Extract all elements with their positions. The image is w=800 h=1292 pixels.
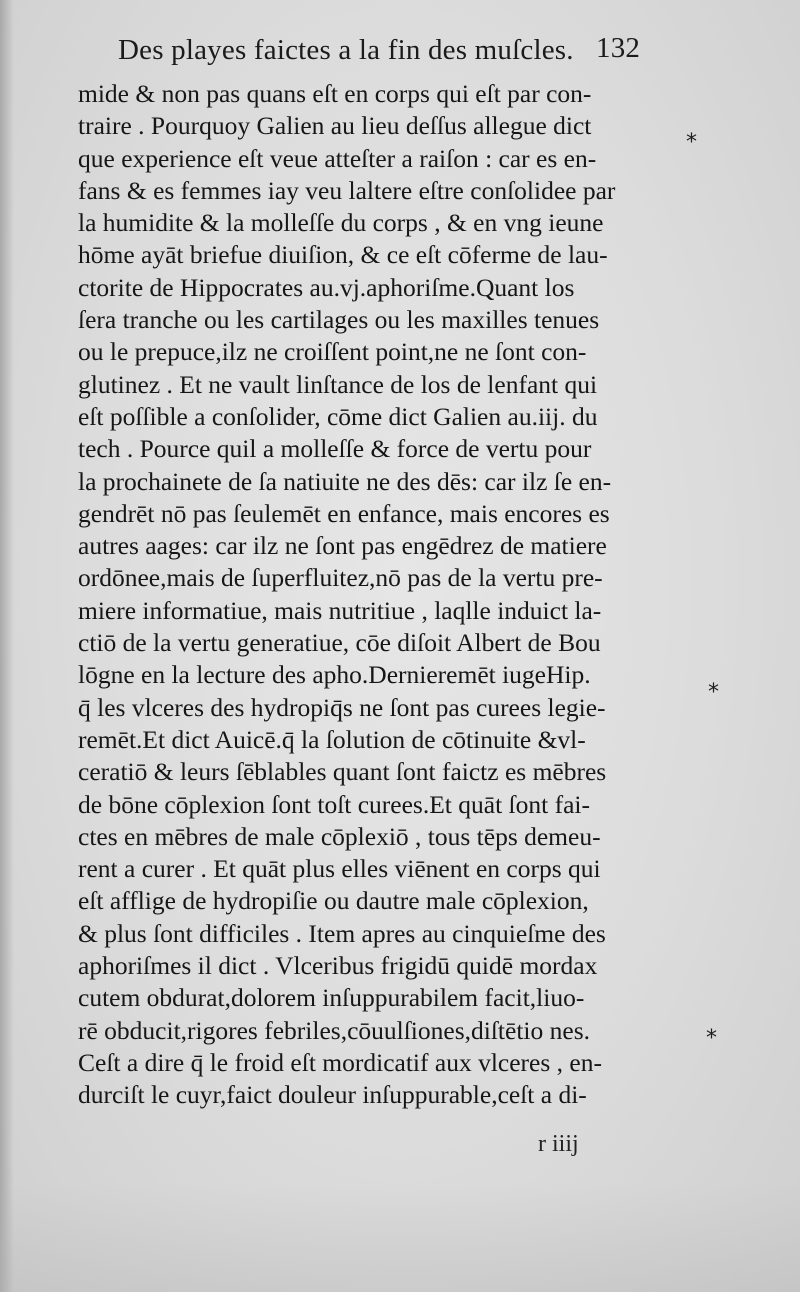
text-line: lōgne en la lecture des apho.Dernieremēt iugeHip. xyxy=(78,660,591,690)
text-line: ordōnee,mais de ſuperfluitez,nō pas de la vertu pre- xyxy=(78,563,603,593)
signature-mark: r iiij xyxy=(538,1131,579,1157)
text-line: rent a curer . Et quāt plus elles viēnent en corps qui xyxy=(78,854,601,884)
text-line: aphoriſmes il dict . Vlceribus frigidū quidē mordax xyxy=(78,951,598,981)
text-line: la prochainete de ſa natiuite ne des dēs: car ilz ſe en- xyxy=(78,466,612,496)
running-head-title: Des playes faictes a la fin des muſcles. xyxy=(118,34,574,66)
text-line: durciſt le cuyr,faict douleur inſuppurable,ceſt a di- xyxy=(78,1080,587,1110)
text-line: gendrēt nō pas ſeulemēt en enfance, mais encores es xyxy=(78,498,610,528)
text-line: miere informatiue, mais nutritiue , laqlle induict la- xyxy=(78,595,602,625)
text-line: & plus ſont difficiles . Item apres au cinquieſme des xyxy=(78,918,606,948)
text-line: que experience eſt veue atteſter a raiſon : car es en- xyxy=(78,143,597,173)
text-line: ctes en mēbres de male cōplexiō , tous tēps demeu- xyxy=(78,821,601,851)
text-line: Ceſt a dire q̄ le froid eſt mordicatif aux vlceres , en- xyxy=(78,1047,602,1077)
text-line: eſt afflige de hydropiſie ou dautre male cōplexion, xyxy=(78,886,589,916)
page-edge-shadow xyxy=(0,0,14,1292)
asterisk-marginal-mark: * xyxy=(708,680,719,705)
asterisk-marginal-mark: * xyxy=(706,1026,717,1051)
text-line: autres aages: car ilz ne ſont pas engēdrez de matiere xyxy=(78,531,607,561)
page-number: 132 xyxy=(596,32,641,64)
text-line: mide & non pas quans eſt en corps qui eſt par con- xyxy=(78,79,592,108)
running-head xyxy=(118,30,678,76)
body-text xyxy=(78,78,718,1112)
text-line: ſera tranche ou les cartilages ou les maxilles tenues xyxy=(78,305,600,335)
text-line: rē obducit,rigores febriles,cōuulſiones,diſtētio nes. xyxy=(78,1015,590,1045)
text-line: q̄ les vlceres des hydropiq̄s ne ſont pas curees legie- xyxy=(78,692,606,722)
text-line: de bōne cōplexion ſont toſt curees.Et quāt ſont fai- xyxy=(78,789,590,819)
asterisk-marginal-mark: * xyxy=(686,130,697,155)
text-line: glutinez . Et ne vault linſtance de los de lenfant qui xyxy=(78,369,598,399)
text-line: hōme ayāt briefue diuiſion, & ce eſt cōferme de lau- xyxy=(78,240,608,270)
text-line: ceratiō & leurs ſēblables quant ſont faictz es mēbres xyxy=(78,757,607,787)
text-line: la humidite & la molleſſe du corps , & en vng ieune xyxy=(78,208,604,238)
text-line: ctiō de la vertu generatiue, cōe diſoit Albert de Bou xyxy=(78,628,601,658)
text-line: eſt poſſible a conſolider, cōme dict Galien au.iij. du xyxy=(78,401,598,431)
text-line: ou le prepuce,ilz ne croiſſent point,ne ne ſont con- xyxy=(78,337,587,367)
text-line: remēt.Et dict Auicē.q̄ la ſolution de cōtinuite &vl- xyxy=(78,724,586,754)
text-line: traire . Pourquoy Galien au lieu deſſus allegue dict xyxy=(78,111,592,141)
text-line: fans & es femmes iay veu laltere eſtre conſolidee par xyxy=(78,175,616,205)
text-line: tech . Pource quil a molleſſe & force de vertu pour xyxy=(78,434,592,464)
page-bottom-shading xyxy=(0,1182,800,1292)
text-line: cutem obdurat,dolorem inſuppurabilem facit,liuo- xyxy=(78,983,585,1013)
text-line: ctorite de Hippocrates au.vj.aphoriſme.Quant los xyxy=(78,272,575,302)
